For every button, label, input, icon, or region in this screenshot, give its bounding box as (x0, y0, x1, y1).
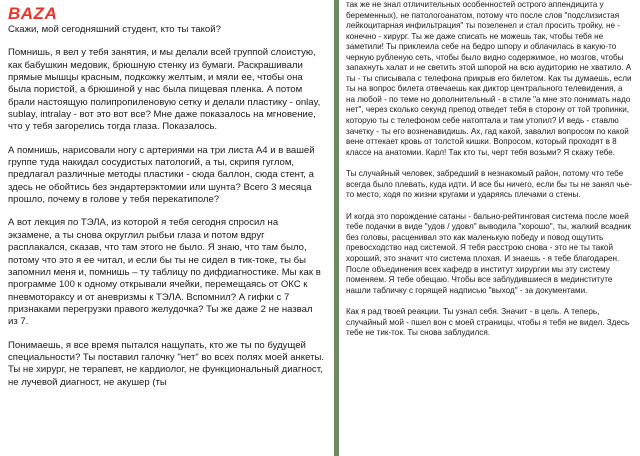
right-message-bubble (339, 0, 640, 456)
paragraph: Понимаешь, я все время пытался нащупать, кто же ты по будущей специальности? Ты поставил галочку "нет" во всех полях моей анкеты. Ты не хирург, не терапевт, не кардиолог, не функциональный диагност, не лучевой диагност, не акушер (ты (8, 339, 324, 388)
paragraph: И когда это порождение сатаны - бально-рейтинговая система после моей тебе подачки в виде "удов / удовл" выводила "хорошо", ты, жалкий всадник без головы, расценивал это как маленькую победу и повод ощутить превосходство над системой. Я тебя расстрою снова - это не ты такой хороший, это значит что система плохая. И знаешь - я тебе благодарен. После объединения всех кафедр в институт хирургии мы эту систему поменяем. Я тебе обещаю. Чтобы все заблудившиеся в мединституте нашли табличку с горящей надписью "выход" - за документами. (346, 211, 631, 295)
paragraph: Как я рад твоей реакции. Ты узнал себя. Значит - в цель. А теперь, случайный мой - пшел вон с моей страницы, чтобы я тебя не видел. Здесь тебе не тик-ток. Ты снова заблудился. (346, 307, 630, 338)
right-message-text (339, 0, 640, 339)
paragraph: Помнишь, я вел у тебя занятия, и мы делали всей группой слоистую, как бабушкин медовик, брюшную стенку из бумаги. Раскрашивали прямые мышцы красным, подкожку желтым, и мяли ее, чтобы она была пористой, а брюшиной у нас была пищевая пленка. А потом брали настоящую полипропиленовую сетку и делали пластику - onlay, sublay, intralay - вот это вот все? Мне даже показалось на мгновение, что у тебя загорелись тогда глаза. Показалось. (8, 47, 321, 133)
paragraph: так же не знал отличительных особенностей острого аппендицита у беременных), не патологоанатом, потому что после слов "подслизистая лейкоцитарная инфильтрация" ты позеленел и стал просить тройку, не - конечно - хирург. Ты же даже списать не можешь так, чтобы тебя не заметили! Ты приклеила себе на бедро шпору и облачилась в какую-то черную рубленую сеть, чтобы было видно содержимое, но мозгов, чтобы запахнуть халат и не светить этой шпорой на всю аудиторию не хватило. А ты - ты списывала с телефона прикрыв его билетом. Как ты думаешь, если ты на вопрос билета отвечаешь как диктор центрального телевидения, а на любой - по теме но дополнительный - в стиле "а мне это понимать надо нет", через сколько секунд препод отведет тебя в сторону от той тропинки, которую ты с телефоном себе натоптала и там утопил? И ведь - ставлю зачетку - ты его возненавидишь. Ах, гад какой, завалил вопросом по какой вене оттекает кровь от толстой кишки. Вопросом, который проходят в 8 классе на анатомии. Карл! Так кто ты, черт тебя возьми? Я скажу тебе. (346, 0, 632, 157)
logo-text: BAZA (8, 4, 58, 23)
paragraph: А вот лекция по ТЭЛА, из которой я тебя сегодня спросил на экзамене, а ты снова округлил рыбьи глаза и потом вдруг расплакался, сказав, что там этого не было. Я знаю, что там было, потому что это я ее читал, и если бы ты не сидел в тик-токе, ты бы запомнил меня и, помнишь – ту таблицу по дифдиагностике. Мы как в программе 100 к одному открывали ячейки, перемещаясь от ОКС к пневмотораксу и от аневризмы к ТЭЛА. Вспомнил? А гифки с 7 признаками перегрузки правого желудочка? Ты же даже 2 не назвал из 7. (8, 217, 321, 328)
paragraph: Скажи, мой сегодняшний студент, кто ты такой? (8, 24, 221, 35)
paragraph: Ты случайный человек, забредший в незнакомый район, потому что тебе всегда было плевать, куда идти. И все бы ничего, если бы ты не занял чье-то место, ходя по жизни кругами и ударяясь плечами о стены. (346, 169, 633, 200)
left-message-text (0, 24, 334, 389)
baza-logo (0, 0, 334, 24)
paragraph: А помнишь, нарисовали ногу с артериями на три листа А4 и в вашей группе туда накидал сосудистых патологий, а ты, скрипя гуглом, предлагал различные методы пластики - сюда баллон, сюда стент, а здесь не обойтись без эндартерэктомии или шунта? Всего 3 месяца прошло, почему в голове у тебя перекатиполе? (8, 144, 315, 206)
